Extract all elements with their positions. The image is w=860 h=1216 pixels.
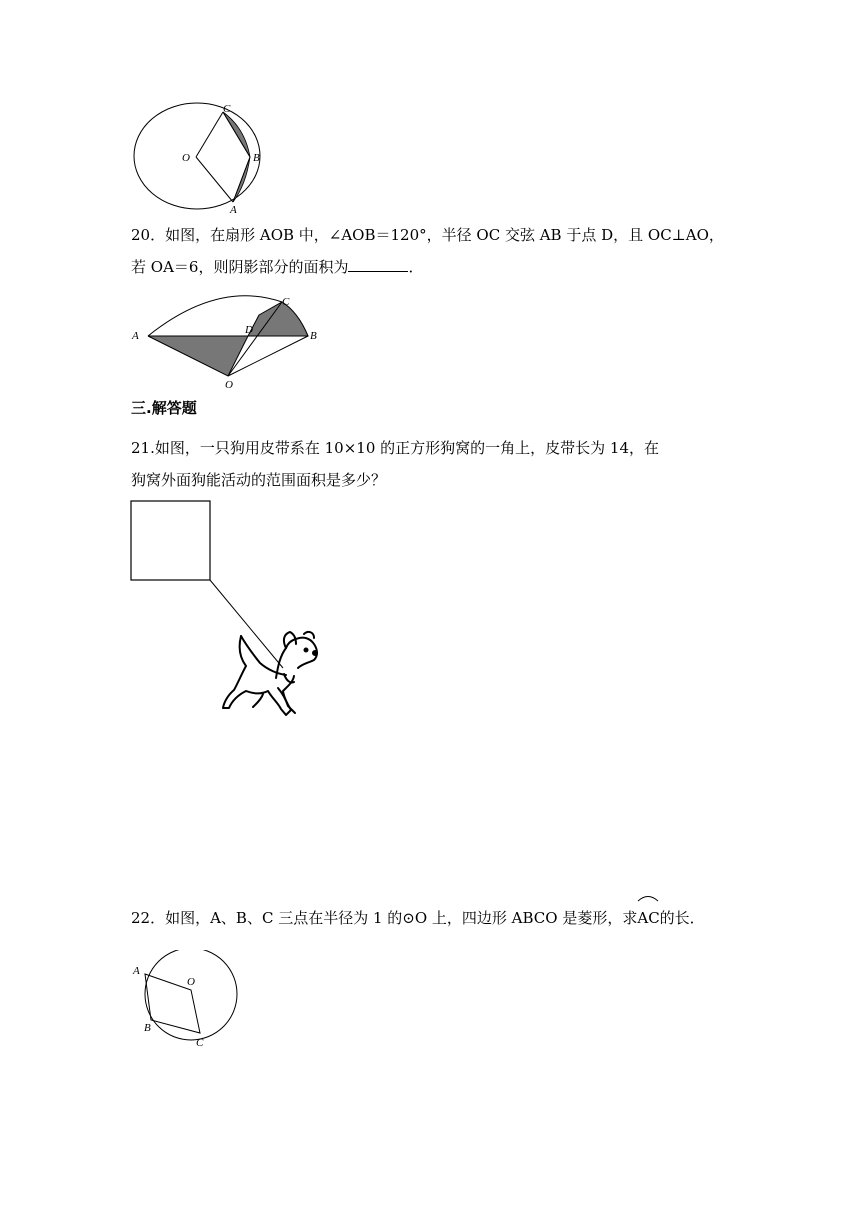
figure-q21 (128, 498, 328, 726)
label-c: C (196, 1037, 204, 1049)
dog-icon (223, 632, 317, 715)
figure-q20 (128, 290, 328, 395)
q20-line2-end: ． (408, 258, 424, 276)
figure-q22 (128, 950, 248, 1060)
q21-line1: 21.如图，一只狗用皮带系在 10×10 的正方形狗窝的一角上，皮带长为 14，在 (131, 439, 659, 457)
kennel-square (131, 501, 210, 580)
section-title: 三.解答题 (131, 399, 197, 417)
label-b: B (310, 330, 317, 342)
q21-line2: 狗窝外面狗能活动的范围面积是多少？ (131, 471, 387, 489)
question-20 (131, 219, 731, 283)
q22-text-end: 的长． (659, 909, 705, 927)
label-b: B (253, 152, 260, 164)
q20-line2 (131, 251, 731, 283)
arc-symbol-icon (637, 894, 659, 902)
question-21 (131, 432, 731, 496)
arc-ac (637, 902, 659, 934)
label-o: O (225, 379, 233, 391)
label-a: A (230, 204, 237, 216)
label-d: D (245, 324, 253, 336)
label-a: A (133, 965, 140, 977)
q20-line1: 20．如图，在扇形 AOB 中，∠AOB＝120°，半径 OC 交弦 AB 于点 D，且 OC⊥AO， (131, 226, 724, 244)
answer-blank[interactable] (348, 257, 408, 272)
q20-line2-text: 若 OA＝6，则阴影部分的面积为 (131, 258, 349, 276)
question-22 (131, 902, 731, 934)
label-o: O (182, 152, 190, 164)
label-a: A (132, 330, 139, 342)
label-c: C (282, 296, 290, 308)
leash-line (210, 580, 283, 668)
arc-ac-label: AC (637, 909, 660, 927)
label-o: O (187, 976, 195, 988)
q22-text: 22．如图，A、B、C 三点在半径为 1 的⊙O 上，四边形 ABCO 是菱形，求 (131, 909, 638, 927)
label-b: B (144, 1022, 151, 1034)
label-c: C (223, 103, 231, 115)
figure-q19 (128, 100, 268, 220)
